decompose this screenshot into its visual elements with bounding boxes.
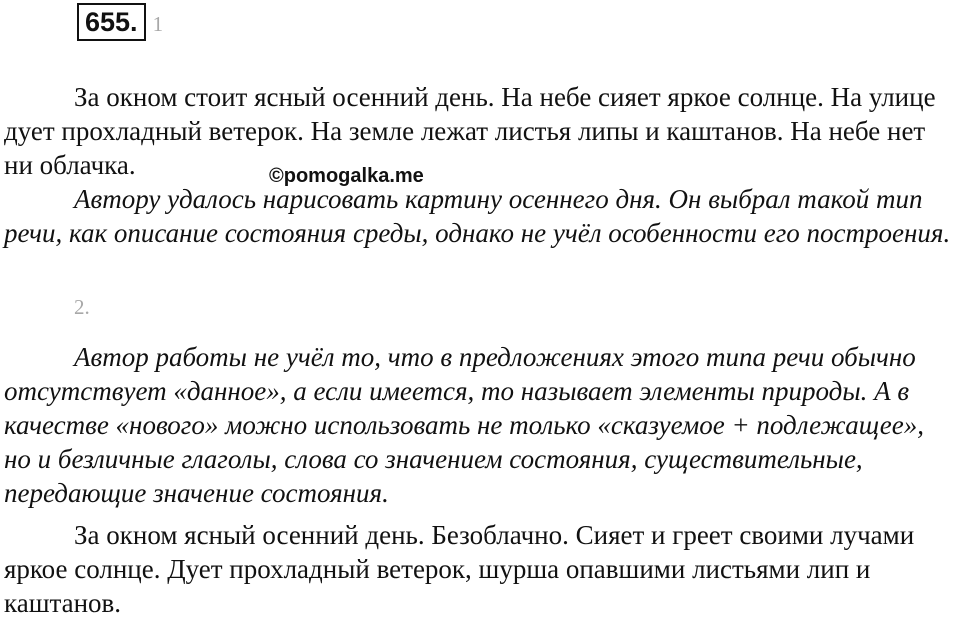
exercise-number: 655.	[77, 3, 146, 41]
watermark: ©pomogalka.me	[269, 165, 424, 187]
part-2-label: 2.	[74, 295, 90, 319]
paragraph-3-block	[4, 340, 956, 510]
paragraph-2-block	[4, 182, 956, 250]
paragraph-1: За окном стоит ясный осенний день. На небе сияет яркое солнце. На улице дует прохладный ветерок. На земле лежат листья липы и каштанов. На небе нет ни облачка.	[4, 82, 936, 180]
paragraph-3: Автор работы не учёл то, что в предложениях этого типа речи обычно отсутствует «данное», а если имеется, то называет элементы природы. А в качестве «нового» можно использовать не только «сказуемое + подлежащее», но и безличные глаголы, слова со значением состояния, существительные, передающие значение состояния.	[4, 342, 925, 508]
paragraph-4: За окном ясный осенний день. Безоблачно. Сияет и греет своими лучами яркое солнце. Дует прохладный ветерок, шурша опавшими листьями лип и каштанов.	[4, 520, 915, 618]
paragraph-4-block	[4, 518, 956, 620]
paragraph-1-block	[4, 80, 956, 182]
paragraph-2: Автору удалось нарисовать картину осеннего дня. Он выбрал такой тип речи, как описание состояния среды, однако не учёл особенности его построения.	[4, 184, 951, 248]
exercise-header	[77, 3, 163, 41]
part-1-label: 1	[152, 12, 164, 36]
